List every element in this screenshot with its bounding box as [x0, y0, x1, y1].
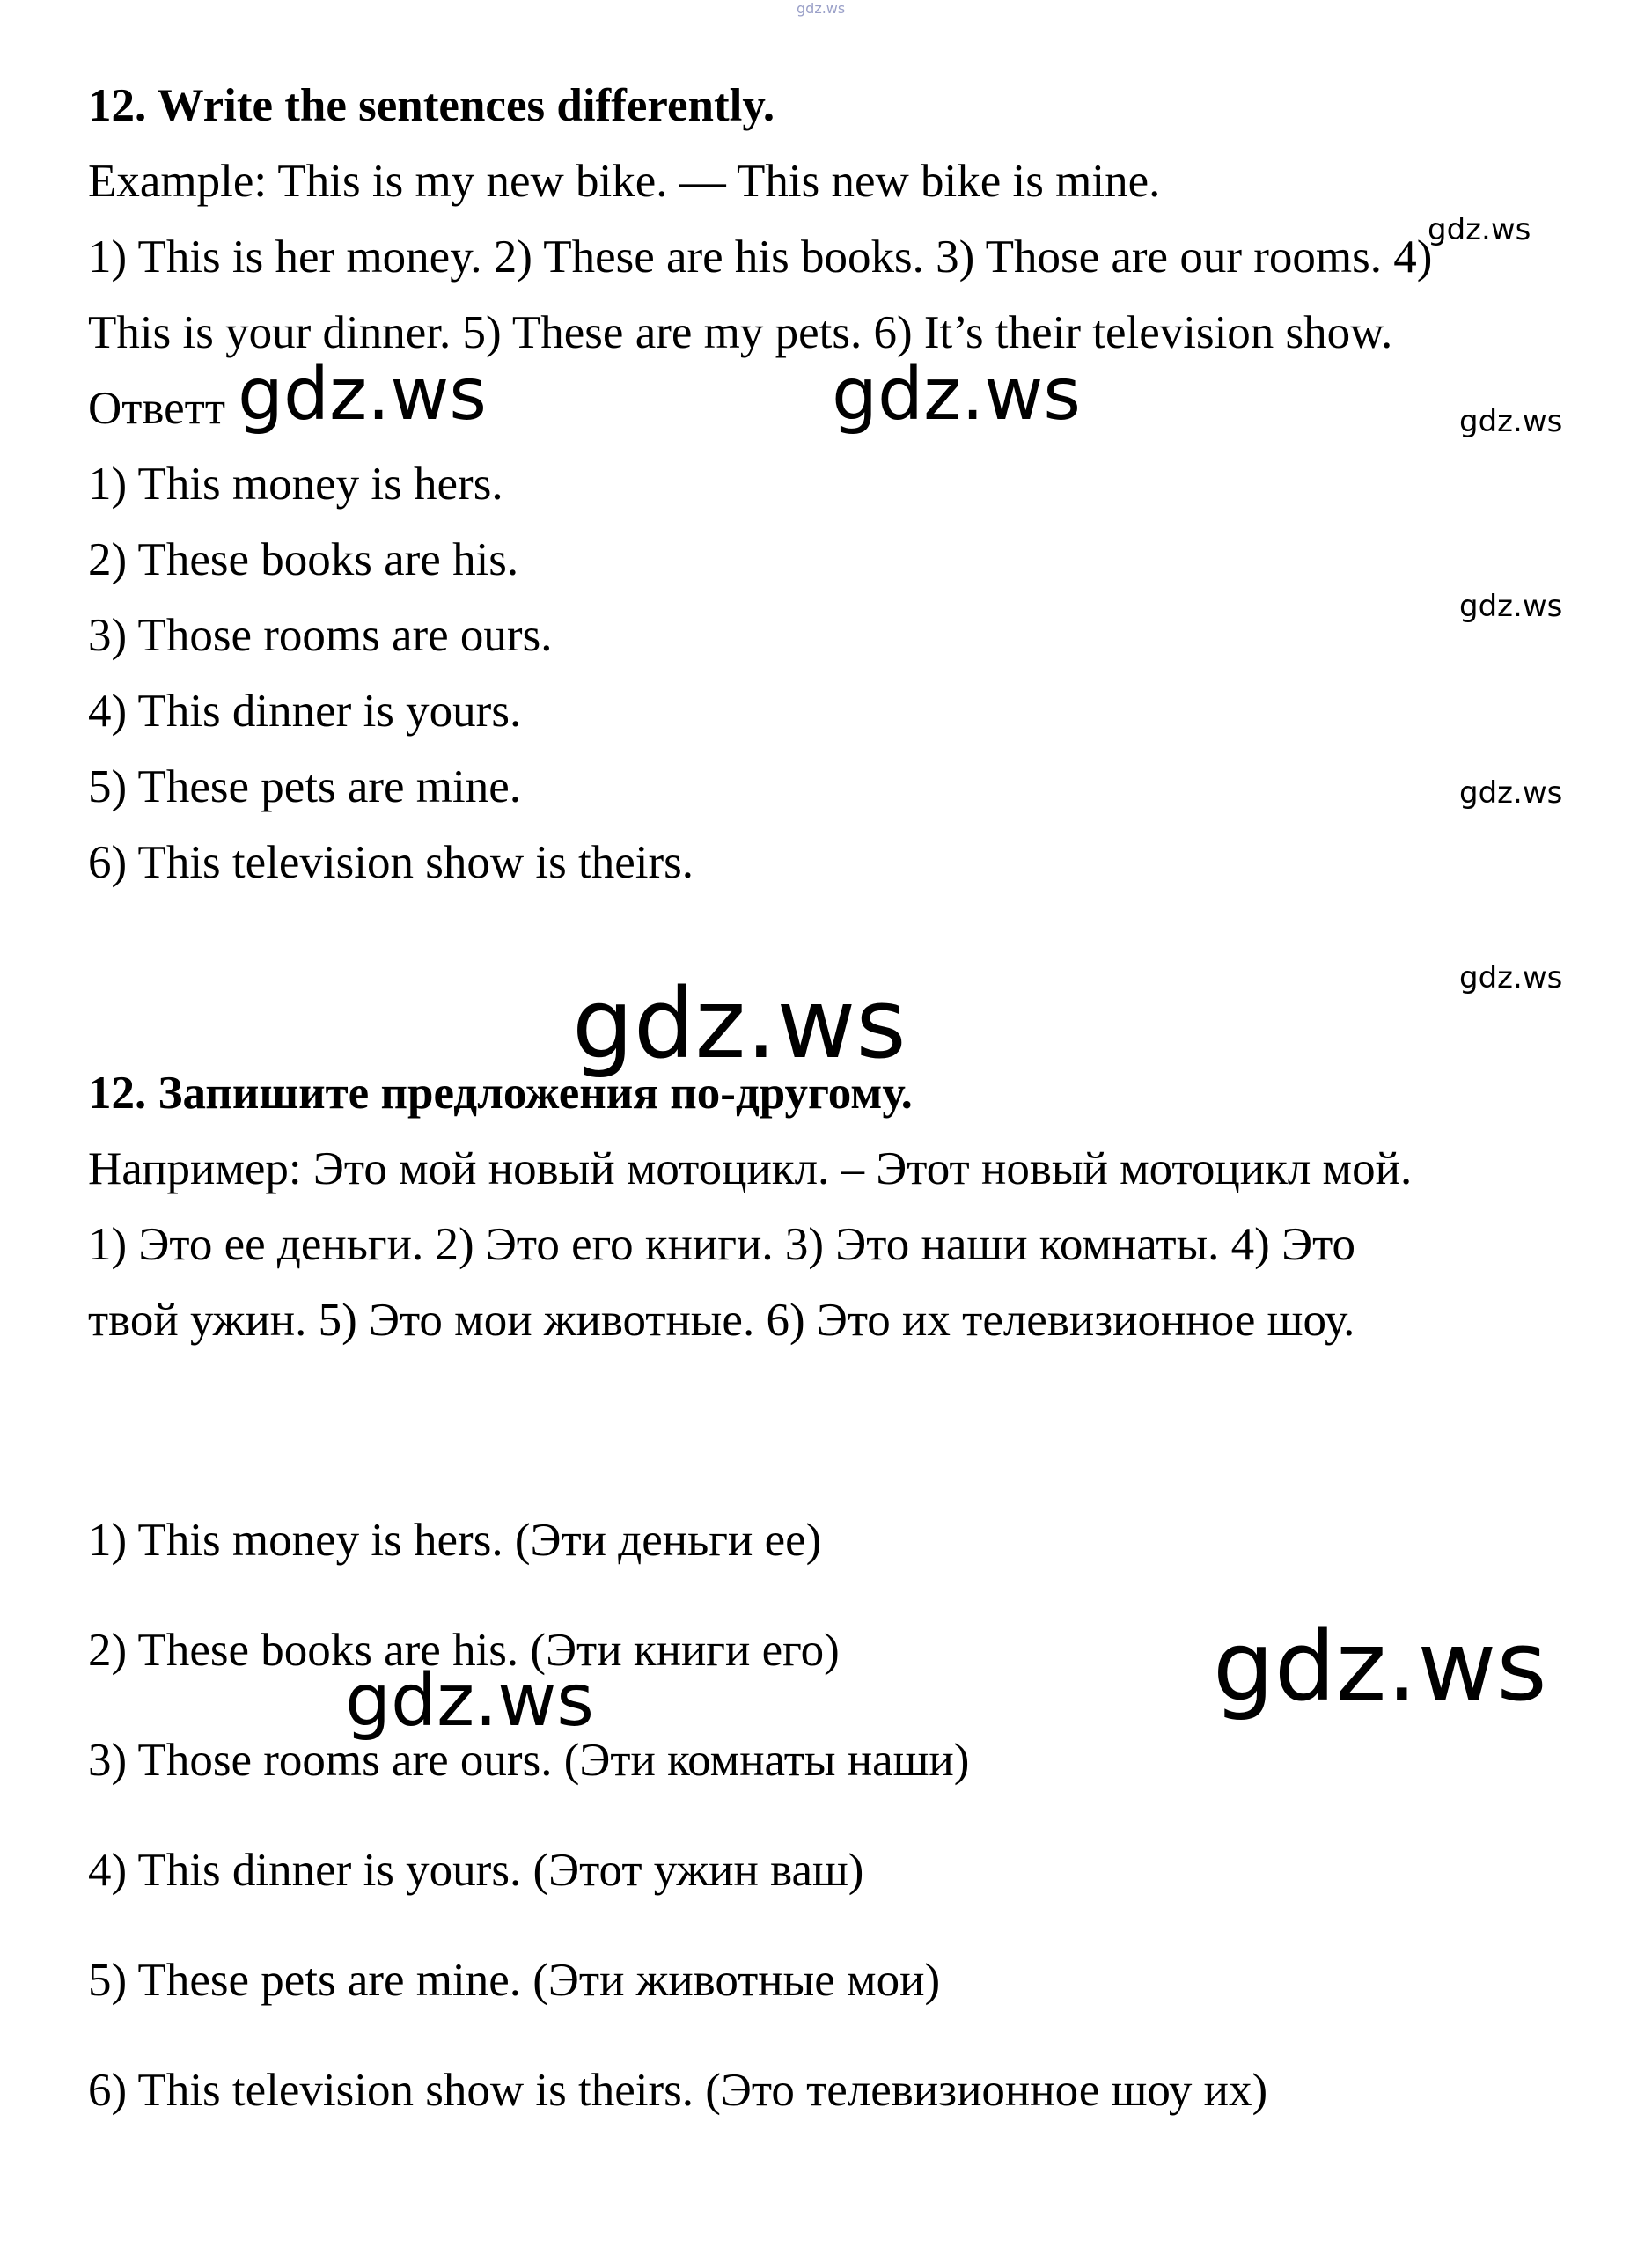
watermark-tiny: gdz.ws	[797, 0, 846, 17]
russian-task-line-1: 1) Это ее деньги. 2) Это его книги. 3) Это наши комнаты. 4) Это	[88, 1219, 1356, 1270]
english-answer-3: 3) Those rooms are ours.	[88, 610, 553, 661]
russian-answer-5: 5) These pets are mine. (Эти животные мои)	[88, 1955, 941, 2006]
russian-task-line-2: твой ужин. 5) Это мои животные. 6) Это их телевизионное шоу.	[88, 1295, 1355, 1346]
english-task-line-2: This is your dinner. 5) These are my pets. 6) It’s their television show.	[88, 307, 1393, 358]
russian-example: Например: Это мой новый мотоцикл. – Этот новый мотоцикл мой.	[88, 1143, 1413, 1194]
english-answer-5: 5) These pets are mine.	[88, 761, 522, 812]
watermark-small: gdz.ws	[1459, 960, 1563, 995]
watermark-large: gdz.ws	[572, 967, 907, 1080]
english-answer-4: 4) This dinner is yours.	[88, 686, 522, 737]
watermark-medium: gdz.ws	[238, 353, 487, 437]
watermark-small: gdz.ws	[1459, 775, 1563, 811]
english-answer-1: 1) This money is hers.	[88, 459, 503, 510]
watermark-large: gdz.ws	[1213, 1610, 1547, 1722]
english-exercise-title: 12. Write the sentences differently.	[88, 80, 775, 131]
russian-answer-6: 6) This television show is theirs. (Это телевизионное шоу их)	[88, 2065, 1268, 2116]
answer-label: Ответт	[88, 383, 225, 434]
russian-answer-1: 1) This money is hers. (Эти деньги ее)	[88, 1515, 822, 1566]
watermark-small: gdz.ws	[1459, 589, 1563, 624]
english-example: Example: This is my new bike. — This new bike is mine.	[88, 156, 1161, 207]
russian-answer-4: 4) This dinner is yours. (Этот ужин ваш)	[88, 1845, 864, 1896]
english-answer-2: 2) These books are his.	[88, 534, 519, 585]
english-answer-6: 6) This television show is theirs.	[88, 837, 694, 888]
watermark-small: gdz.ws	[1428, 212, 1531, 247]
russian-answer-3: 3) Those rooms are ours. (Эти комнаты наши)	[88, 1735, 970, 1786]
watermark-small: gdz.ws	[1459, 404, 1563, 439]
watermark-medium: gdz.ws	[345, 1659, 594, 1743]
russian-answer-2: 2) These books are his. (Эти книги его)	[88, 1625, 840, 1676]
russian-exercise-title: 12. Запишите предложения по-другому.	[88, 1068, 913, 1119]
watermark-medium: gdz.ws	[832, 353, 1081, 437]
english-task-line-1: 1) This is her money. 2) These are his books. 3) Those are our rooms. 4)	[88, 231, 1433, 283]
